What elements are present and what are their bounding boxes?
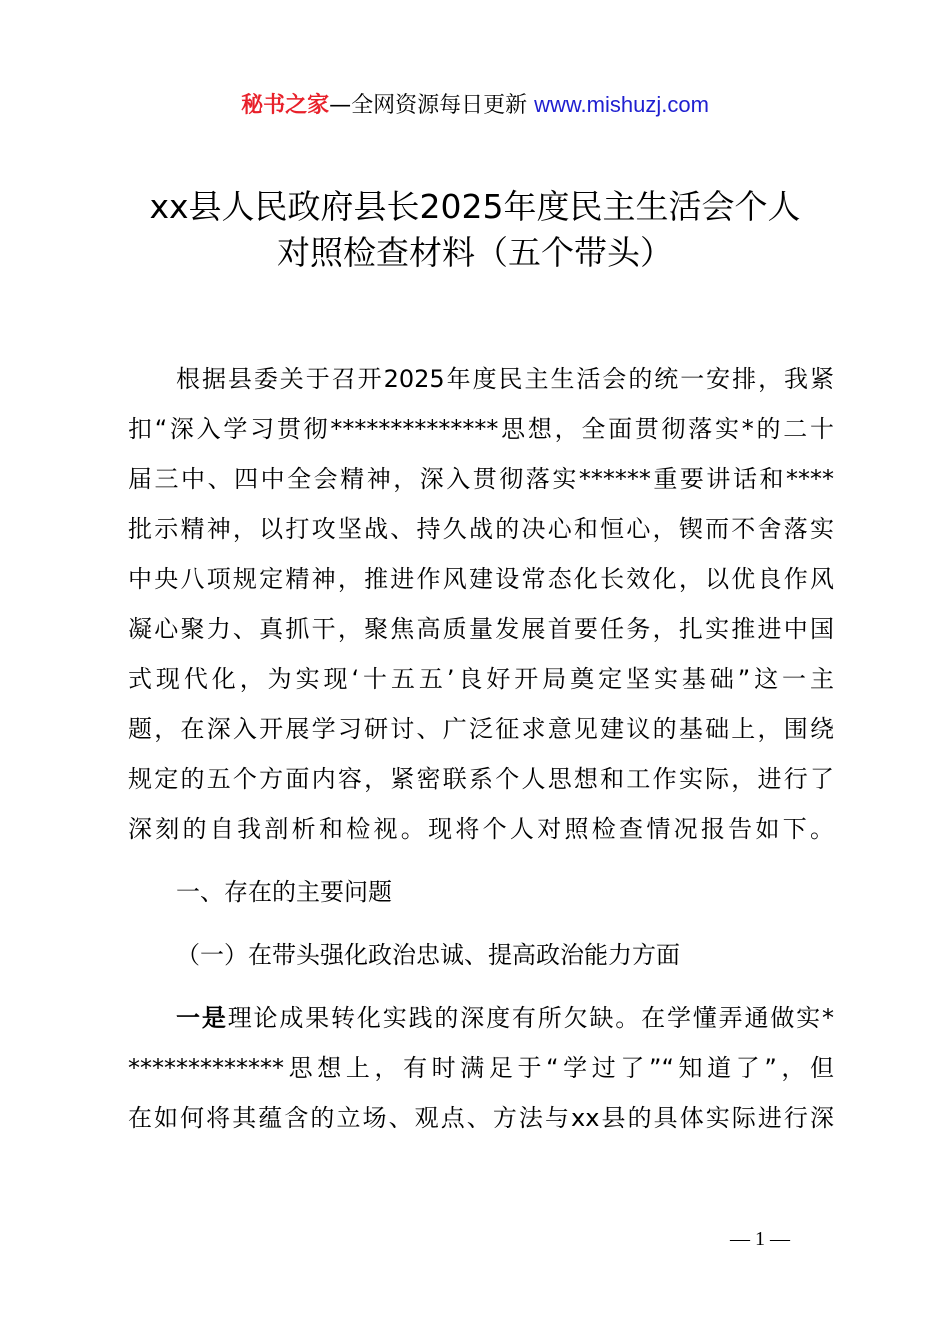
paragraph-line: *************思想上，有时满足于“学过了”“知道了”，但 xyxy=(128,1054,834,1082)
page-number: — 1 — xyxy=(730,1228,790,1250)
paragraph-line xyxy=(128,993,834,1043)
site-banner xyxy=(0,88,950,123)
banner-tagline: —全网资源每日更新 xyxy=(329,93,528,118)
paragraph-line: 式现代化，为实现‘十五五’良好开局奠定坚实基础”这一主 xyxy=(128,665,834,693)
paragraph-line: 规定的五个方面内容，紧密联系个人思想和工作实际，进行了 xyxy=(128,765,834,793)
intro-paragraph xyxy=(128,354,834,854)
document-body xyxy=(128,354,834,1143)
point-paragraph xyxy=(128,993,834,1143)
paragraph-line: 根据县委关于召开2025年度民主生活会的统一安排，我紧 xyxy=(176,365,834,393)
title-line-2: 对照检查材料（五个带头） xyxy=(277,233,673,272)
paragraph-line: 中央八项规定精神，推进作风建设常态化长效化，以优良作风 xyxy=(128,565,834,593)
title-line-1: xx县人民政府县长2025年度民主生活会个人 xyxy=(149,187,801,226)
section-heading: 一、存在的主要问题 xyxy=(176,878,392,906)
paragraph-line: 届三中、四中全会精神，深入贯彻落实******重要讲话和**** xyxy=(128,465,834,493)
subsection-heading: （一）在带头强化政治忠诚、提高政治能力方面 xyxy=(176,941,680,969)
paragraph-line: 扣“深入学习贯彻**************思想，全面贯彻落实*的二十 xyxy=(128,415,834,443)
paragraph-line: 深刻的自我剖析和检视。现将个人对照检查情况报告如下。 xyxy=(128,815,834,843)
paragraph-line: 题，在深入开展学习研讨、广泛征求意见建议的基础上，围绕 xyxy=(128,715,834,743)
paragraph-line: 批示精神，以打攻坚战、持久战的决心和恒心，锲而不舍落实 xyxy=(128,515,834,543)
document-title xyxy=(60,184,890,276)
paragraph-line: 在如何将其蕴含的立场、观点、方法与xx县的具体实际进行深 xyxy=(128,1104,834,1132)
point-lead: 一是 xyxy=(176,1004,228,1032)
point-text: 理论成果转化实践的深度有所欠缺。在学懂弄通做实* xyxy=(227,1004,835,1032)
site-url[interactable]: www.mishuzj.com xyxy=(534,92,709,117)
paragraph-line: 凝心聚力、真抓干，聚焦高质量发展首要任务，扎实推进中国 xyxy=(128,615,834,643)
brand-name: 秘书之家 xyxy=(241,93,330,118)
